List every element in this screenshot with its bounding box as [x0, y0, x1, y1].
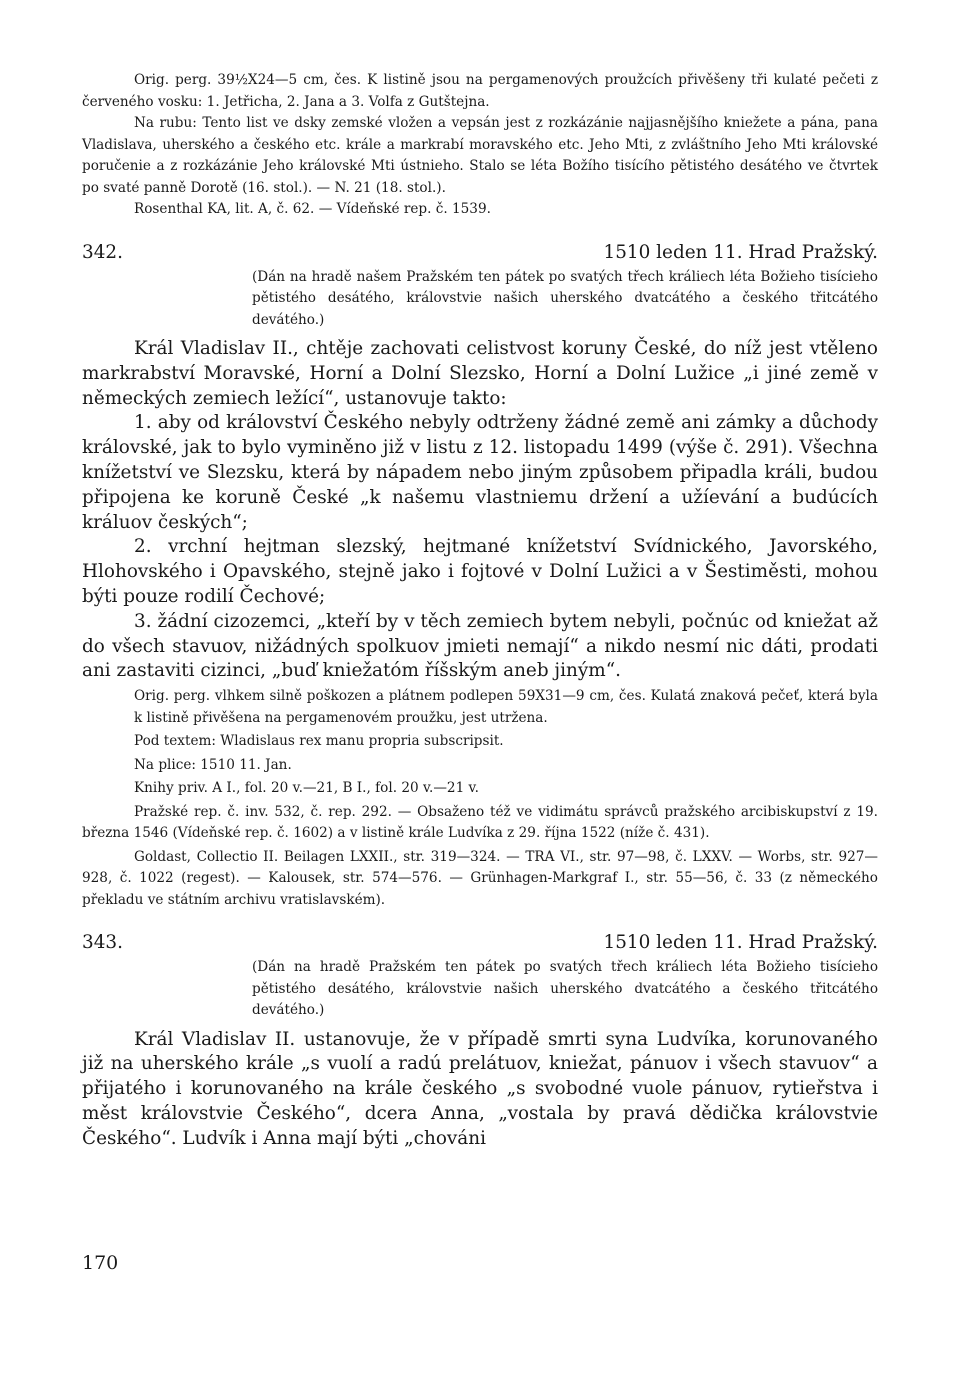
page-number: 170: [82, 1252, 119, 1274]
note-original: Orig. perg. vlhkem silně poškozen a plátnem podlepen 59X31—9 cm, čes. Kulatá znaková pečeť, která byla k listině přivěšena na pergamenovém proužku, jest utržena.: [134, 688, 878, 726]
entry-header: [82, 931, 878, 955]
note-books: Knihy priv. A I., fol. 20 v.—21, B I., fol. 20 v.—21 v.: [134, 780, 479, 797]
regest-point-2: 2. vrchní hejtman slezský, hejtmané knížetství Svídnického, Javorského, Hlohovského i Opavského, stejně jako i fojtové v Dolní Lužici a v Šestiměsti, mohou býti pouze rodilí Čechové;: [82, 536, 878, 607]
entry-342: [82, 241, 878, 912]
notes-block: [82, 686, 878, 911]
note-subscription: Pod textem: Wladislaus rex manu propria subscripsit.: [134, 733, 504, 750]
reference-line: Rosenthal KA, lit. A, č. 62. — Vídeňské rep. č. 1539.: [134, 201, 491, 217]
dating-clause-wrap: [252, 267, 878, 332]
document-page: [82, 70, 878, 1152]
dating-clause: (Dán na hradě našem Pražském ten pátek po svatých třech králiech léta Božieho tisícieho pětistého desátého, královstvie našich uherského dvatcátého a českého třitcátého devátého.): [252, 268, 878, 328]
verso-note: Na rubu: Tento list ve dsky zemské vložen a vepsán jest z rozkázánie najjasnějšího kniežete a pána, pana Vladislava, uherského a českého etc. krále a markrabí moravského etc. Jeho Mti, z zvláštního Jeho Mti královské poručenie a z rozkázánie Jeho královské Mti ústnieho. Stalo se léta Božího tisícího pětistého desátého ve čtvrtek po svaté panně Dorotě (16. stol.). — N. 21 (18. stol.).: [82, 115, 878, 196]
original-description: Orig. perg. 39½X24—5 cm, čes. K listině jsou na pergamenových proužcích přivěšeny tři kulaté pečeti z červeného vosku: 1. Jetřicha, 2. Jana a 3. Volfa z Gutštejna.: [82, 72, 878, 110]
entry-number: 342.: [82, 241, 123, 263]
dating-clause-wrap: [252, 957, 878, 1022]
entry-header: [82, 241, 878, 265]
regest-intro: Král Vladislav II., chtěje zachovati celistvost koruny České, do níž jest vtěleno markrabství Moravské, Horní a Dolní Slezsko, Horní a Dolní Lužice „i jiné země v německých zemiech ležící“, ustanovuje takto:: [82, 338, 878, 409]
entry-date-place: 1510 leden 11. Hrad Pražský.: [603, 241, 878, 263]
dating-clause: (Dán na hradě Pražském ten pátek po svatých třech králiech léta Božieho tisícieho pětistého desátého, královstvie našich uherského dvatcátého a českého třitcátého devátého.): [252, 959, 878, 1019]
note-prague-rep: Pražské rep. č. inv. 532, č. rep. 292. — Obsaženo též ve vidimátu správců pražského arcibiskupství z 19. března 1546 (Vídeňské rep. č. 1602) a v listině krále Ludvíka z 29. října 1522 (níže č. 431).: [82, 803, 878, 842]
regest-intro: Král Vladislav II. ustanovuje, že v případě smrti syna Ludvíka, korunovaného již na uherského krále „s vuolí a radú prelátuov, kniežat, pánuov i všech stavuov“ a přijatého i korunovaného na krále českého „s svobodné vuole pánuov, rytieřstva i měst královstvie Českého“, dcera Anna, „vostala by pravá dědička královstvie Českého“. Ludvík i Anna mají býti „chováni: [82, 1028, 878, 1149]
note-literature: Goldast, Collectio II. Beilagen LXXII., str. 319—324. — TRA VI., str. 97—98, č. LXXV. — Worbs, str. 927—928, č. 1022 (regest). — Kalousek, str. 574—576. — Grünhagen-Markgraf I., str. 55—56, č. 33 (z německého překladu ve státním archivu vratislavském).: [82, 848, 878, 908]
note-plica: Na plice: 1510 11. Jan.: [134, 756, 292, 773]
entry-number: 343.: [82, 932, 123, 954]
top-block: [82, 70, 878, 221]
entry-343: [82, 931, 878, 1151]
regest-point-1: 1. aby od království Českého nebyly odtrženy žádné země ani zámky a důchody královské, jak to bylo vyminěno již v listu z 12. listopadu 1499 (výše č. 291). Všechna knížetství ve Slezsku, která by nápadem nebo jiným způsobem připadla králi, budou připojena ke koruně České „k našemu vlastniemu držení a užíevání a budúcích králuov českých“;: [82, 412, 878, 533]
regest-point-3: 3. žádní cizozemci, „kteří by v těch zemiech bytem nebyli, počnúc od kniežat až do všech stavuov, nižádných spolkuov jmieti nemají“ a nikdo nesmí nic dáti, prodati ani zastaviti cizinci, „buď kniežatóm říšským aneb jiným“.: [82, 610, 878, 682]
entry-date-place: 1510 leden 11. Hrad Pražský.: [603, 932, 878, 954]
